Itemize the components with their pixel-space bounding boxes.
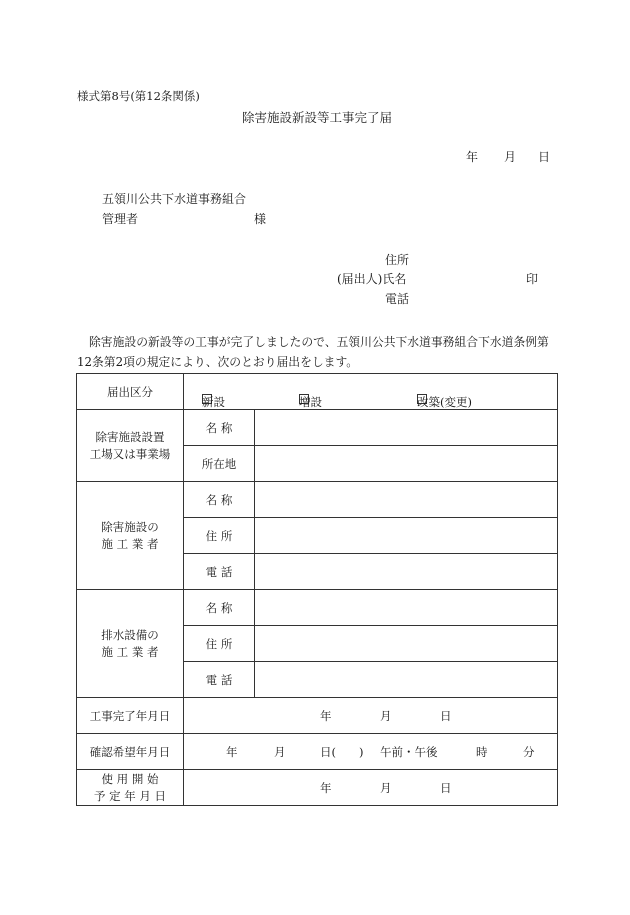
drainage-name-label: 名 称: [184, 590, 255, 626]
inspection-hour: 時: [476, 745, 488, 759]
addressee-org: 五領川公共下水道事務組合: [102, 192, 247, 206]
completion-day: 日: [440, 709, 452, 723]
applicant-address-label: 住所: [385, 253, 410, 267]
addressee-honorific: 様: [254, 212, 267, 226]
drainage-label-line2: 施 工 業 者: [101, 644, 159, 659]
start-date-field[interactable]: [184, 770, 558, 806]
completion-row: [77, 698, 558, 734]
notification-table: [76, 373, 558, 806]
inspection-row: [77, 734, 558, 770]
factory-name-field[interactable]: [255, 410, 558, 446]
builder-label-line2: 施 工 業 者: [101, 536, 159, 551]
start-label-line1: 使 用 開 始: [101, 771, 159, 786]
type-extend-label: 増設: [299, 395, 322, 409]
completion-month: 月: [380, 709, 392, 723]
factory-name-row: [77, 410, 558, 446]
inspection-year: 年: [226, 745, 238, 759]
drainage-name-field[interactable]: [255, 590, 558, 626]
builder-group-label: [77, 482, 184, 590]
drainage-name-row: [77, 590, 558, 626]
completion-year: 年: [320, 709, 332, 723]
seal-mark: 印: [526, 272, 539, 286]
submission-date: [466, 148, 550, 165]
builder-name-label: 名 称: [184, 482, 255, 518]
inspection-date-field[interactable]: [184, 734, 558, 770]
date-day: 日: [538, 150, 551, 164]
inspection-minute: 分: [523, 745, 535, 759]
factory-group-label: [77, 410, 184, 482]
date-month: 月: [504, 150, 517, 164]
type-label: 届出区分: [77, 374, 184, 410]
start-row: [77, 770, 558, 806]
drainage-label-line1: 排水設備の: [101, 627, 159, 642]
factory-name-label: 名 称: [184, 410, 255, 446]
applicant-phone-label: 電話: [385, 292, 410, 306]
start-label: [77, 770, 184, 806]
inspection-day: 日( ): [320, 745, 364, 759]
date-year: 年: [466, 150, 479, 164]
start-month: 月: [380, 781, 392, 795]
builder-address-label: 住 所: [184, 518, 255, 554]
applicant-name-label: (届出人)氏名: [337, 272, 407, 286]
factory-label-line1: 除害施設設置: [95, 429, 165, 444]
builder-address-field[interactable]: [255, 518, 558, 554]
factory-location-field[interactable]: [255, 446, 558, 482]
completion-label: 工事完了年月日: [77, 698, 184, 734]
drainage-address-field[interactable]: [255, 626, 558, 662]
inspection-ampm: 午前・午後: [380, 745, 438, 759]
factory-label-line2: 工場又は事業場: [89, 446, 171, 461]
builder-name-field[interactable]: [255, 482, 558, 518]
factory-location-label: 所在地: [184, 446, 255, 482]
document-title: 除害施設新設等工事完了届: [242, 110, 393, 125]
builder-label-line1: 除害施設の: [101, 519, 159, 534]
start-day: 日: [440, 781, 452, 795]
body-paragraph: 除害施設の新設等の工事が完了しましたので、五領川公共下水道事務組合下水道条例第12条第2項の規定により、次のとおり届出をします。: [77, 335, 549, 369]
start-year: 年: [320, 781, 332, 795]
completion-date-field[interactable]: [184, 698, 558, 734]
builder-phone-field[interactable]: [255, 554, 558, 590]
builder-name-row: [77, 482, 558, 518]
builder-phone-label: 電 話: [184, 554, 255, 590]
addressee-role: 管理者: [102, 212, 139, 226]
type-new-label: 新設: [202, 395, 225, 409]
start-label-line2: 予 定 年 月 日: [93, 788, 167, 803]
drainage-phone-label: 電 話: [184, 662, 255, 698]
inspection-label: 確認希望年月日: [77, 734, 184, 770]
form-number: 様式第8号(第12条関係): [77, 89, 200, 103]
type-remodel-label: 改築(変更): [417, 395, 472, 409]
inspection-month: 月: [274, 745, 286, 759]
type-row: [77, 374, 558, 410]
type-options: [184, 374, 558, 410]
drainage-phone-field[interactable]: [255, 662, 558, 698]
drainage-address-label: 住 所: [184, 626, 255, 662]
drainage-group-label: [77, 590, 184, 698]
